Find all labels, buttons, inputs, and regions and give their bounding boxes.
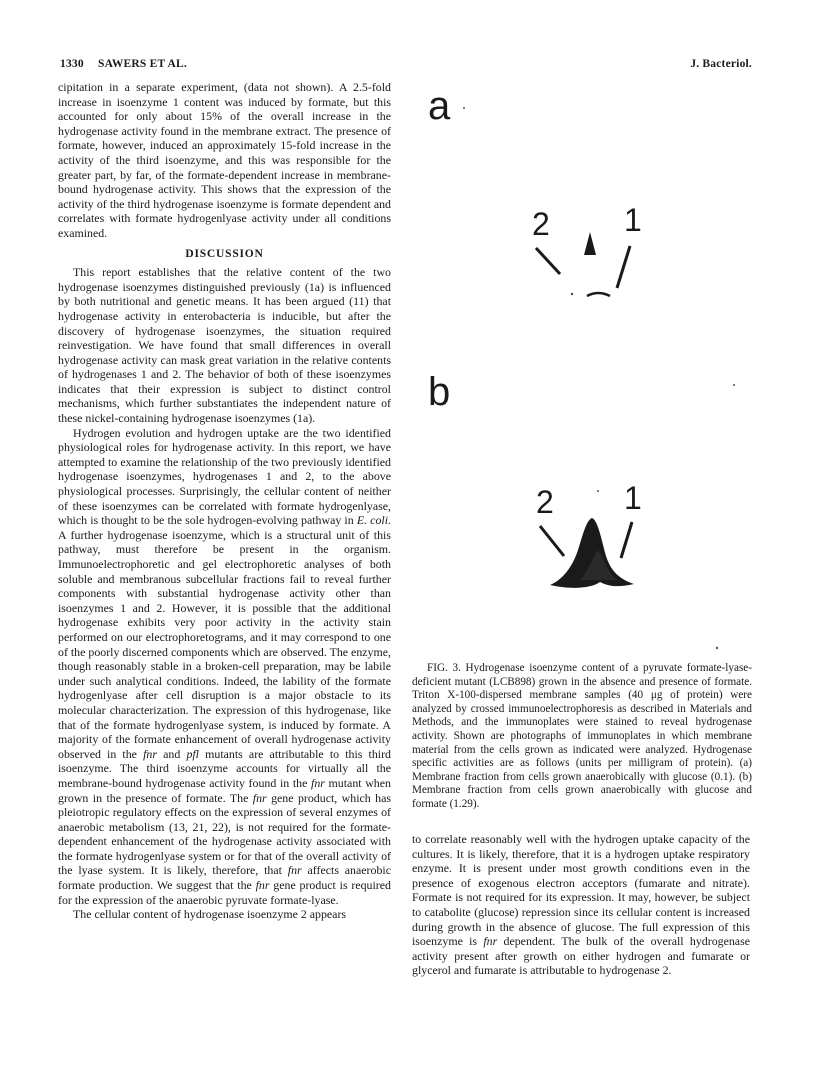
section-heading-discussion: DISCUSSION bbox=[185, 247, 264, 260]
figure-3 bbox=[412, 80, 752, 660]
panel-a-precipitin-peak bbox=[584, 232, 596, 255]
plate-speck bbox=[716, 647, 718, 649]
panel-a-pointer-1 bbox=[617, 246, 630, 288]
right-column-paragraph: to correlate reasonably well with the hydrogen uptake capacity of the cultures. It is likely, therefore, that it is a hydrogen uptake respiratory enzyme. It is present under most growth conditions even in the presence of exogenous electron acceptors (fumarate and nitrate). Formate is not required for its expression. It may, however, be subject to catabolite (glucose) repression since its cellular content is increased during growth in the absence of glucose. The full expression of this isoenzyme is fnr dependent. The bulk of the overall hydrogenase activity present after growth on either hydrogen and fumarate or glycerol and fumarate is attributable to hydrogenase 2. bbox=[412, 832, 750, 978]
page-number: 1330 bbox=[60, 58, 84, 70]
figure-3-caption bbox=[412, 662, 752, 812]
right-column bbox=[412, 832, 750, 978]
left-column bbox=[58, 80, 391, 922]
panel-b-peak-label-1: 1 bbox=[624, 480, 642, 516]
panel-b-pointer-1 bbox=[621, 522, 632, 558]
plate-speck bbox=[733, 384, 735, 386]
running-authors: SAWERS ET AL. bbox=[98, 58, 187, 70]
continued-paragraph: cipitation in a separate experiment, (data not shown). A 2.5-fold increase in isoenzyme 1 content was induced by formate, but this accounted for only about 15% of the overall increase in the hydrogenase activity found in the membrane extract. The presence of formate, however, induced an approximately 15-fold increase in the activity of the third isoenzyme, and this was responsible for the greater part, by far, of the formate-dependent increase in membrane-bound hydrogenase activity. This shows that the expression of the activity of the third hydrogenase isoenzyme is formate dependent and correlates with formate hydrogenlyase activity under all conditions examined. bbox=[58, 80, 391, 240]
discussion-paragraph-2: Hydrogen evolution and hydrogen uptake are the two identified physiological roles for hydrogenase activity. In this report, we have attempted to examine the relationship of the two previously identified hydrogenase isoenzymes, hydrogenases 1 and 2, to the above physiological processes. Surprisingly, the cellular content of neither of these isoenzymes can be correlated with formate hydrogenlyase, which is thought to be the sole hydrogen-evolving pathway in E. coli. A further hydrogenase isoenzyme, which is a structural unit of this pathway, must therefore be present in the organism. Immunoelectrophoretic and gel electrophoretic analyses of both soluble and membranous subcellular fractions fail to reveal further components with substantial hydrogenase activity other than isoenzymes 1 and 2. However, it is possible that the additional hydrogenase exhibits very poor activity in the activity stain performed on our electrophoretograms, and it may correspond to one of the poorly discerned components which are observed. The enzyme, though reasonably stable in a broken-cell preparation, may be labile under such analytical conditions. Indeed, the lability of the formate hydrogenlyase after cell disruption is a major obstacle to its molecular characterization. The expression of this hydrogenase, like that of the formate hydrogenlyase system, is induced by formate. A majority of the formate enhancement of overall hydrogenase activity observed in the fnr and pfl mutants are attributable to this third isoenzyme. The third isoenzyme accounts for virtually all the membrane-bound hydrogenase activity found in the fnr mutant when grown in the presence of formate. The fnr gene product, which has pleiotropic regulatory effects on the expression of several enzymes of anaerobic metabolism (13, 21, 22), is not required for the formate-dependent enhancement of the hydrogenase activity associated with the formate hydrogenlyase system or for that of the overall activity of the lyase system. It is likely, therefore, that fnr affects anaerobic formate production. We suggest that the fnr gene product is required for the expression of the anaerobic pyruvate formate-lyase. bbox=[58, 425, 391, 907]
plate-speck bbox=[597, 490, 599, 492]
panel-a-label: a bbox=[428, 84, 451, 128]
plate-speck bbox=[463, 107, 465, 109]
running-header bbox=[60, 58, 752, 74]
caption-text: FIG. 3. Hydrogenase isoenzyme content of a pyruvate formate-lyase-deficient mutant (LCB898) grown in the absence and presence of formate. Triton X-100-dispersed membrane samples (40 μg of protein) were analyzed by crossed immunoelectrophoresis as described in Materials and Methods, and the immunoplates were stained to reveal hydrogenase activity. Shown are photographs of immunoplates in which membrane material from the cells grown as indicated were analyzed. Hydrogenase specific activities are as follows (units per milligram of protein). (a) Membrane fraction from cells grown anaerobically with glucose (0.1). (b) Membrane fraction from cells grown anaerobically with glucose and formate (1.29). bbox=[412, 662, 752, 810]
discussion-paragraph-3: The cellular content of hydrogenase isoenzyme 2 appears bbox=[73, 907, 347, 922]
plate-speck bbox=[571, 293, 573, 295]
panel-b-pointer-2 bbox=[540, 526, 564, 556]
immunoplate-photographs bbox=[412, 80, 752, 660]
journal-name: J. Bacteriol. bbox=[690, 58, 752, 70]
panel-a-baseline-arc bbox=[587, 293, 610, 296]
panel-a-peak-label-2: 2 bbox=[532, 206, 550, 242]
panel-b-peak-label-2: 2 bbox=[536, 484, 554, 520]
discussion-paragraph-1: This report establishes that the relative content of the two hydrogenase isoenzymes distinguished previously (1a) is influenced by both nutritional and genetic means. It has been argued (11) that hydrogenase activity in enterobacteria is inducible, but after the discovery of hydrogenase isoenzymes, the situation required reinvestigation. We have found that small differences in overall hydrogenase activity can mask great variation in the relative contents of hydrogenases 1 and 2. The behavior of both of these isoenzymes indicates that their expression is subject to distinct control mechanisms, which further substantiates the independent nature of these nickel-containing hydrogenase isoenzymes (1a). bbox=[58, 265, 391, 426]
panel-b-label: b bbox=[428, 370, 451, 414]
panel-a-pointer-2 bbox=[536, 248, 560, 274]
panel-a-peak-label-1: 1 bbox=[624, 202, 642, 238]
